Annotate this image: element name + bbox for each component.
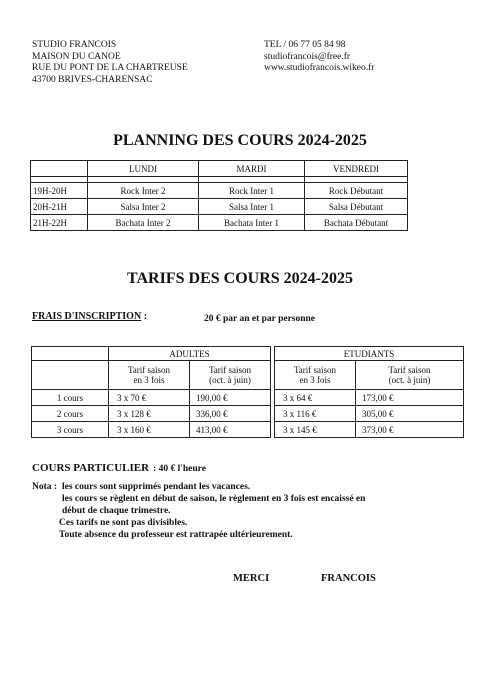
frais-value: 20 € par an et par personne xyxy=(204,314,316,324)
planning-row xyxy=(31,199,408,215)
price-cell: 413,00 € xyxy=(190,422,271,438)
studio-address xyxy=(32,40,188,86)
notes-block-5 xyxy=(59,529,419,541)
time-slot: 20H-21H xyxy=(31,199,88,215)
email-address: studiofrancois@free.fr xyxy=(264,51,351,62)
class-cell: Bachata Inter 2 xyxy=(88,215,199,231)
col-header-line: Tarif saison xyxy=(293,364,337,375)
col-adultes-saison xyxy=(190,361,271,390)
studio-contact xyxy=(264,40,374,75)
notes-block-3 xyxy=(62,505,412,517)
col-header-line: (oct. à juin) xyxy=(209,375,251,385)
tarifs-table xyxy=(31,346,464,438)
address-line: STUDIO FRANCOIS xyxy=(32,40,117,50)
address-line: RUE DU PONT DE LA CHARTREUSE xyxy=(32,63,188,74)
class-cell: Salsa Inter 1 xyxy=(199,199,305,215)
price-cell: 3 x 128 € xyxy=(109,406,190,422)
note-line: Toute absence du professeur est rattrapée ultérieurement. xyxy=(59,530,293,540)
col-header-line: Tarif saison xyxy=(127,364,171,375)
group-etudiants: ETUDIANTS xyxy=(275,347,464,361)
note-line: les cours se règlent en début de saison, le règlement en 3 fois est encaissé en xyxy=(62,494,366,504)
price-cell: 3 x 64 € xyxy=(275,390,356,406)
col-header-line: en 3 fois xyxy=(133,375,165,385)
price-cell: 3 x 145 € xyxy=(275,422,356,438)
tarifs-title: TARIFS DES COURS 2024-2025 xyxy=(127,270,353,287)
price-cell: 173,00 € xyxy=(356,390,464,406)
notes-block xyxy=(62,481,402,493)
particulier-label: COURS PARTICULIER xyxy=(32,462,150,474)
group-adultes: ADULTES xyxy=(109,347,271,361)
col-etudiants-3fois xyxy=(275,361,356,390)
planning-row xyxy=(31,183,408,199)
price-cell: 3 x 160 € xyxy=(109,422,190,438)
day-header: LUNDI xyxy=(88,161,199,177)
col-etudiants-saison xyxy=(356,361,464,390)
class-cell: Rock Débutant xyxy=(305,183,408,199)
planning-title: PLANNING DES COURS 2024-2025 xyxy=(113,132,367,149)
class-cell: Bachata Inter 1 xyxy=(199,215,305,231)
planning-row xyxy=(31,215,408,231)
cours-particulier xyxy=(32,458,206,476)
nota-label: Nota : xyxy=(32,482,58,492)
time-slot: 21H-22H xyxy=(31,215,88,231)
frais-label: FRAIS D'INSCRIPTION xyxy=(32,311,142,322)
price-cell: 190,00 € xyxy=(190,390,271,406)
planning-table xyxy=(30,160,408,231)
col-header-line: Tarif saison xyxy=(388,364,431,375)
price-cell: 3 x 70 € xyxy=(109,390,190,406)
class-cell: Salsa Débutant xyxy=(305,199,408,215)
row-label: 2 cours xyxy=(32,406,109,422)
particulier-value: : 40 € l'heure xyxy=(153,464,206,474)
tarif-row xyxy=(32,390,464,406)
website-url: www.studiofrancois.wikeo.fr xyxy=(264,63,375,74)
phone-number: TEL / 06 77 05 84 98 xyxy=(264,40,346,50)
merci-text: MERCI xyxy=(233,573,270,584)
note-line: Ces tarifs ne sont pas divisibles. xyxy=(59,518,188,528)
address-line: 43700 BRIVES-CHARENSAC xyxy=(32,74,153,85)
price-cell: 336,00 € xyxy=(190,406,271,422)
frais-colon: : xyxy=(141,311,148,322)
class-cell: Rock Inter 2 xyxy=(88,183,199,199)
class-cell: Salsa Inter 2 xyxy=(88,199,199,215)
day-header: MARDI xyxy=(199,161,305,177)
class-cell: Bachata Débutant xyxy=(305,215,408,231)
empty-cell xyxy=(31,161,88,177)
price-cell: 3 x 116 € xyxy=(275,406,356,422)
notes-block-2 xyxy=(62,493,412,505)
time-slot: 19H-20H xyxy=(31,183,88,199)
notes-block-4 xyxy=(59,517,409,529)
col-header-line: (oct. à juin) xyxy=(388,375,431,385)
planning-header-row xyxy=(31,161,408,177)
day-header: VENDREDI xyxy=(305,161,408,177)
tarif-header-row xyxy=(32,361,464,390)
row-label: 1 cours xyxy=(32,390,109,406)
tarif-group-row xyxy=(32,347,464,361)
tarif-row xyxy=(32,406,464,422)
col-adultes-3fois xyxy=(109,361,190,390)
address-line: MAISON DU CANOE xyxy=(32,51,121,62)
frais-inscription xyxy=(32,311,147,322)
class-cell: Rock Inter 1 xyxy=(199,183,305,199)
note-line: les cours sont supprimés pendant les vacances. xyxy=(62,482,251,492)
tarif-row xyxy=(32,422,464,438)
signature-name: FRANCOIS xyxy=(321,573,376,584)
col-header-line: Tarif saison xyxy=(208,364,252,375)
col-header-line: en 3 fois xyxy=(299,375,331,385)
price-cell: 373,00 € xyxy=(356,422,464,438)
note-line: début de chaque trimestre. xyxy=(62,506,171,516)
price-cell: 305,00 € xyxy=(356,406,464,422)
row-label: 3 cours xyxy=(32,422,109,438)
